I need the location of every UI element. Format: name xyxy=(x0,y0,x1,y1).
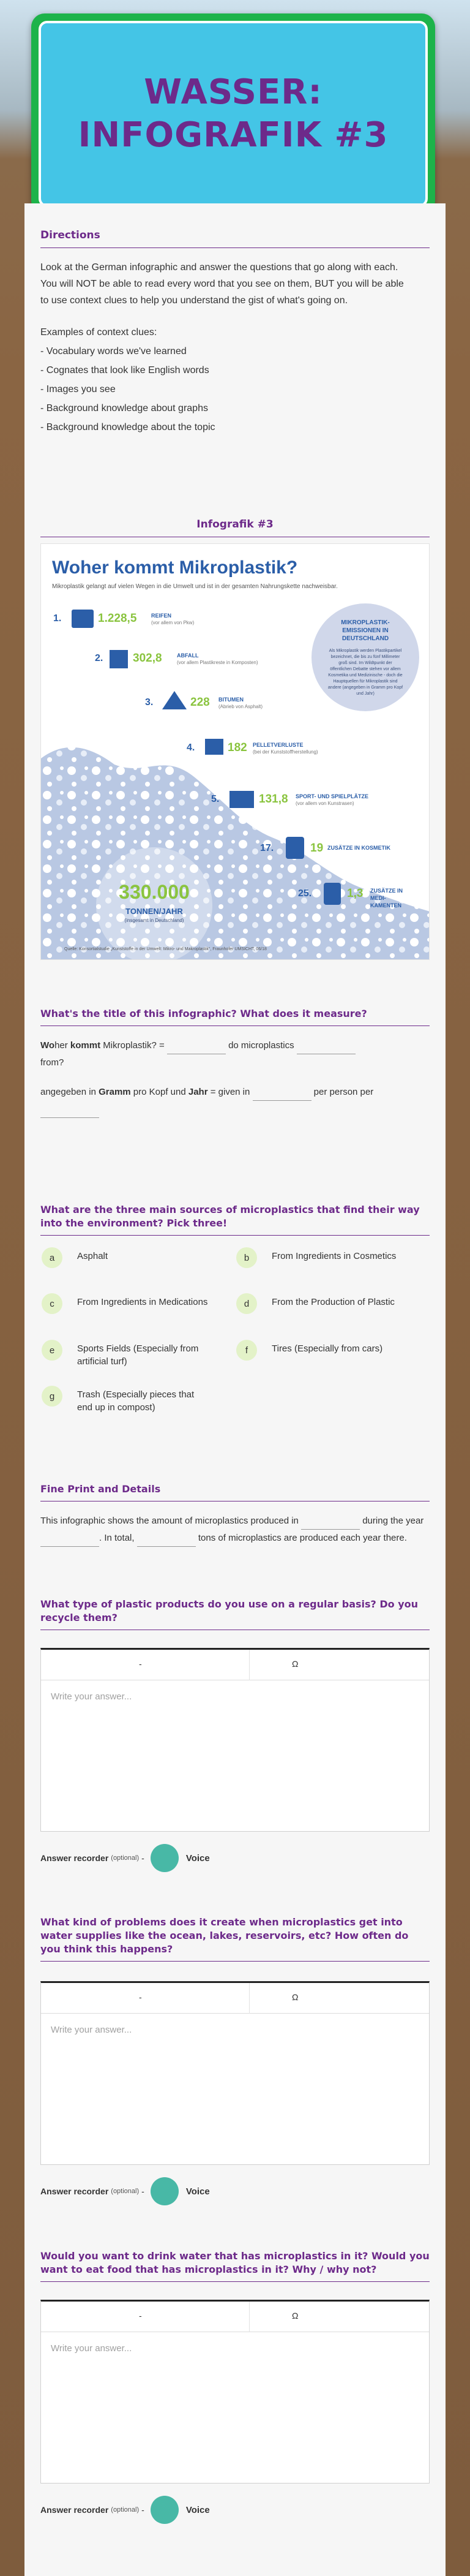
special-char-button[interactable]: Ω xyxy=(292,2311,299,2321)
question-fill-text xyxy=(40,1037,430,1071)
option-text: From the Production of Plastic xyxy=(272,1297,395,1307)
question-title: Would you want to drink water that has microplastics in it? Would you want to eat food that has microplastics in it? Why / why not? xyxy=(40,2249,430,2282)
insert-dash-button[interactable]: - xyxy=(139,1659,142,1669)
answer-editor[interactable] xyxy=(40,1981,430,2165)
trash-icon xyxy=(110,650,128,668)
question-sources-section xyxy=(40,1203,430,1236)
text-bold: Wo xyxy=(40,1040,55,1051)
road-icon xyxy=(162,691,187,709)
mountain-shape xyxy=(41,747,430,960)
blank-input[interactable] xyxy=(40,1107,99,1118)
item-value: 228 xyxy=(190,696,210,709)
clues-intro: Examples of context clues: xyxy=(40,327,157,338)
option-letter: c xyxy=(42,1293,62,1314)
text: during the year xyxy=(360,1516,424,1526)
option-c[interactable] xyxy=(42,1293,225,1314)
text: from? xyxy=(40,1057,64,1068)
item-number: 17. xyxy=(260,843,274,853)
toolbar-divider xyxy=(249,2302,250,2332)
voice-label: Voice xyxy=(185,2186,210,2197)
clue-item: - Vocabulary words we've learned xyxy=(40,346,187,357)
text: Mikroplastik? = xyxy=(100,1040,167,1051)
item-value: 182 xyxy=(228,741,247,754)
recorder-optional: (optional) xyxy=(111,2506,140,2514)
answer-recorder xyxy=(40,1844,210,1872)
voice-label: Voice xyxy=(185,1853,210,1864)
item-number: 1. xyxy=(53,613,62,624)
option-text: Asphalt xyxy=(77,1251,108,1261)
recorder-optional: (optional) xyxy=(111,1854,140,1862)
option-text: From Ingredients in Medications xyxy=(77,1297,208,1307)
recorder-optional: (optional) xyxy=(111,2188,140,2195)
voice-label: Voice xyxy=(185,2504,210,2515)
item-label: SPORT- UND SPIELPLÄTZE xyxy=(296,793,369,799)
item-sub: (Abrieb von Asphalt) xyxy=(218,704,263,709)
question-title: What's the title of this infographic? What does it measure? xyxy=(40,1007,430,1026)
blank-input[interactable] xyxy=(297,1043,356,1054)
infographic-image xyxy=(40,543,430,960)
item-sub: (vor allem Plastikreste in Komposten) xyxy=(177,660,258,665)
bubble-text: Als Mikroplastik werden Plastikpartikel bezeichnet, die bis zu fünf Millimeter groß sind. Im Wildtpunkt der öffentlichen Debatte stehen vor allem Kosmetika und Medizinische - doch die Hauptquellen für Mikroplastik sind andere (angegeben in Gramm pro Kopf und Jahr) xyxy=(327,649,403,696)
option-text: From Ingredients in Cosmetics xyxy=(272,1251,397,1261)
item-label: ABFALL xyxy=(177,652,199,659)
option-letter: g xyxy=(42,1386,62,1407)
item-sub: (vor allem von Pkw) xyxy=(151,620,195,625)
directions-section xyxy=(40,229,430,437)
blank-input[interactable] xyxy=(40,1536,99,1547)
question-title: What kind of problems does it create when microplastics get into water supplies like the ocean, lakes, reservoirs, etc? How often do you think this happens? xyxy=(40,1916,430,1962)
field-icon xyxy=(229,791,254,808)
option-a[interactable] xyxy=(42,1247,225,1268)
info-title: Woher kommt Mikroplastik? xyxy=(52,557,298,578)
question-title: Fine Print and Details xyxy=(40,1483,430,1501)
cosmetics-icon xyxy=(286,837,304,859)
answer-input[interactable]: Write your answer... xyxy=(51,2343,132,2354)
text: This infographic shows the amount of microplastics produced in xyxy=(40,1516,302,1526)
option-e[interactable] xyxy=(42,1340,225,1368)
text: her xyxy=(54,1040,70,1051)
fine-print-section xyxy=(40,1483,430,1547)
option-letter: f xyxy=(236,1340,257,1361)
option-b[interactable] xyxy=(236,1247,420,1268)
item-value: 19 xyxy=(310,842,324,855)
open-question-section xyxy=(40,2249,430,2282)
answer-input[interactable]: Write your answer... xyxy=(51,2025,132,2035)
directions-paragraph: Look at the German infographic and answer the questions that go along with each. You will NOT be able to read every word that you see on them, BUT you will be able to use context clues to help you understand the gist of what's going on. xyxy=(40,262,404,306)
item-label: REIFEN xyxy=(151,613,172,619)
option-letter: a xyxy=(42,1247,62,1268)
info-subtitle: Mikroplastik gelangt auf vielen Wegen in die Umwelt und ist in der gesamten Nahrungskette nachweisbar. xyxy=(52,583,338,590)
clue-item: - Cognates that look like English words xyxy=(40,365,209,376)
recorder-label: Answer recorder xyxy=(40,2186,109,2196)
clues-list xyxy=(40,342,430,437)
text-bold: kommt xyxy=(70,1040,101,1051)
option-text: Sports Fields (Especially from artificial turf) xyxy=(77,1343,199,1367)
editor-toolbar xyxy=(41,1650,429,1680)
text: tons of microplastics are produced each year there. xyxy=(195,1533,407,1543)
answer-recorder xyxy=(40,2496,210,2524)
worksheet-page xyxy=(24,203,446,2576)
editor-toolbar xyxy=(41,2302,429,2332)
item-label: ZUSÄTZE IN MEDI-KAMENTEN xyxy=(370,888,403,908)
recorder-label: Answer recorder xyxy=(40,2505,109,2515)
item-value: 131,8 xyxy=(259,793,288,806)
answer-input[interactable]: Write your answer... xyxy=(51,1691,132,1702)
option-letter: e xyxy=(42,1340,62,1361)
record-voice-button[interactable] xyxy=(151,2177,179,2205)
special-char-button[interactable]: Ω xyxy=(292,1659,299,1669)
item-value: 1.228,5 xyxy=(98,612,137,625)
question-fill-text xyxy=(40,1513,430,1547)
text: do microplastics xyxy=(225,1040,297,1051)
recorder-dash: - xyxy=(141,2505,144,2515)
directions-title: Directions xyxy=(40,229,430,248)
blank-input[interactable] xyxy=(137,1536,196,1547)
item-number: 2. xyxy=(95,653,103,663)
toolbar-divider xyxy=(249,1650,250,1680)
question-title: What are the three main sources of microplastics that find their way into the environment? Pick three! xyxy=(40,1203,430,1236)
answer-editor[interactable] xyxy=(40,2300,430,2483)
question-fill-text xyxy=(40,1084,430,1118)
insert-dash-button[interactable]: - xyxy=(139,2311,142,2321)
item-number: 4. xyxy=(187,742,195,753)
text-bold: Gramm xyxy=(99,1087,131,1097)
record-voice-button[interactable] xyxy=(151,2496,179,2524)
item-label: PELLETVERLUSTE xyxy=(253,742,304,748)
blank-input[interactable] xyxy=(301,1519,360,1530)
text: pro Kopf und xyxy=(130,1087,188,1097)
clue-item: - Background knowledge about graphs xyxy=(40,403,208,414)
item-label: BITUMEN xyxy=(218,697,244,703)
blank-input[interactable] xyxy=(167,1043,226,1054)
infografik-section-title: Infografik #3 xyxy=(40,518,430,537)
page-title: WASSER: INFOGRAFIK #3 xyxy=(78,72,389,155)
question-title-section xyxy=(40,1007,430,1118)
tire-icon xyxy=(72,610,94,628)
text: angegeben in xyxy=(40,1087,99,1097)
item-number: 3. xyxy=(145,697,154,708)
header-banner xyxy=(31,13,435,214)
special-char-button[interactable]: Ω xyxy=(292,1992,299,2002)
record-voice-button[interactable] xyxy=(151,1844,179,1872)
open-question-section xyxy=(40,1916,430,1962)
medicine-icon xyxy=(324,883,341,905)
clue-item: - Images you see xyxy=(40,384,116,395)
recorder-dash: - xyxy=(141,1853,144,1863)
item-label: ZUSÄTZE IN KOSMETIK xyxy=(327,845,390,851)
option-text: Tires (Especially from cars) xyxy=(272,1343,383,1354)
total-value: 330.000 xyxy=(119,881,190,903)
recorder-label: Answer recorder xyxy=(40,1853,109,1863)
option-letter: b xyxy=(236,1247,257,1268)
total-unit: TONNEN/JAHR xyxy=(125,907,183,916)
info-source: Quelle: Konsortialstudie „Kunststoffe in der Umwelt: Mikro- und Makroplastik“, Fraunhofer UMSICHT, 06/18 xyxy=(64,947,267,951)
text: = given in xyxy=(207,1087,253,1097)
item-sub: (bei der Kunststoffherstellung) xyxy=(253,749,318,755)
item-value: 302,8 xyxy=(133,652,162,665)
editor-toolbar xyxy=(41,1983,429,2014)
recorder-dash: - xyxy=(141,2186,144,2196)
answer-editor[interactable] xyxy=(40,1648,430,1832)
item-value: 1,3 xyxy=(347,887,364,900)
infografik-section xyxy=(40,518,430,537)
item-sub: (vor allem von Kunstrasen) xyxy=(296,801,354,806)
insert-dash-button[interactable]: - xyxy=(139,1992,142,2002)
bubble-title: MIKROPLASTIK-EMISSIONEN IN DEUTSCHLAND xyxy=(341,619,390,642)
text: per person per xyxy=(311,1087,374,1097)
option-g[interactable] xyxy=(42,1386,225,1414)
answer-recorder xyxy=(40,2177,210,2205)
item-number: 25. xyxy=(298,888,312,899)
header-inner xyxy=(39,21,428,207)
option-d[interactable] xyxy=(236,1293,420,1314)
open-question-section xyxy=(40,1598,430,1630)
total-sub: (insgesamt in Deutschland) xyxy=(124,918,184,923)
blank-input[interactable] xyxy=(253,1090,311,1101)
option-letter: d xyxy=(236,1293,257,1314)
option-text: Trash (Especially pieces that end up in compost) xyxy=(77,1389,195,1413)
toolbar-divider xyxy=(249,1983,250,2014)
total-halo xyxy=(96,847,212,960)
question-title: What type of plastic products do you use on a regular basis? Do you recycle them? xyxy=(40,1598,430,1630)
text-bold: Jahr xyxy=(188,1087,208,1097)
option-f[interactable] xyxy=(236,1340,420,1361)
factory-icon xyxy=(205,739,223,755)
text: . In total, xyxy=(99,1533,137,1543)
item-number: 5. xyxy=(211,794,220,804)
clue-item: - Background knowledge about the topic xyxy=(40,422,215,432)
